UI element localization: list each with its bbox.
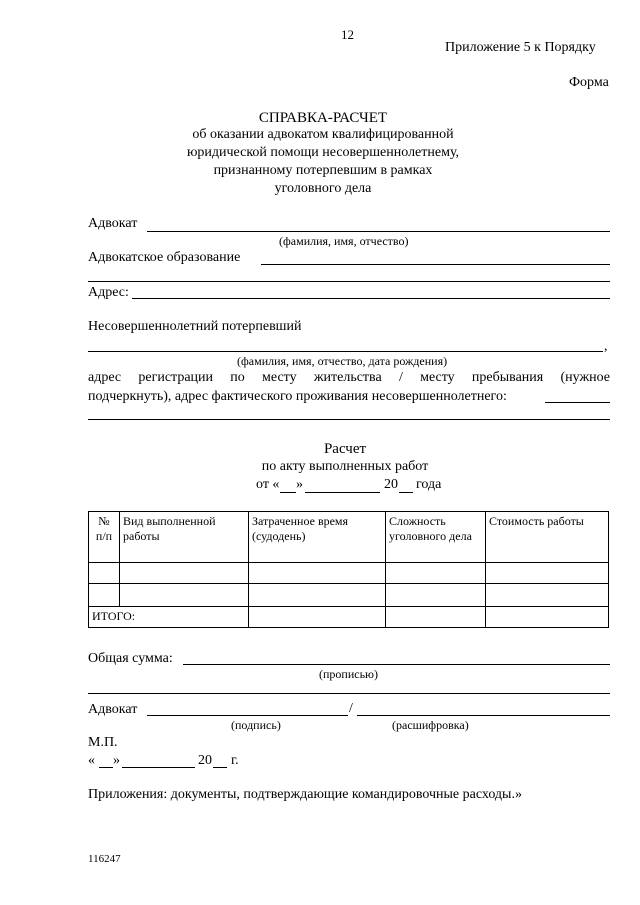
calc-subtitle: по акту выполненных работ [261,459,429,474]
signature-line [147,715,348,716]
calc-date-suffix: года [416,477,442,492]
total-label: ИТОГО: [89,607,249,628]
advokat-name-line [147,231,610,232]
address-label: Адрес: [88,285,129,300]
title-line-3: признанному потерпевшим в рамках [213,163,433,178]
fio-hint: (фамилия, имя, отчество) [279,234,409,248]
appendix-reference: Приложение 5 к Порядку [445,40,596,55]
table-cell [386,584,486,607]
education-line-2 [88,281,610,282]
header-time-spent: Затраченное время (судодень) [249,512,386,563]
title-line-1: об оказании адвокатом квалифицированной [192,127,454,142]
footer-date-year-line [213,767,227,768]
calc-title: Расчет [323,441,367,457]
minor-name-line [88,351,603,352]
table-cell [89,584,120,607]
table-row [89,563,609,584]
title-line-4: уголовного дела [274,181,372,196]
attachments-note: Приложения: документы, подтверждающие командировочные расходы.» [88,787,522,802]
registration-address-line [88,419,610,420]
table-cell [249,584,386,607]
footer-date-prefix: « [88,753,95,768]
in-words-hint: (прописью) [319,667,379,681]
registration-address-line-1: адрес регистрации по месту жительства / месту пребывания (нужное [88,370,610,385]
minor-hint: (фамилия, имя, отчество, дата рождения) [237,354,448,368]
education-label: Адвокатское образование [88,250,241,265]
decoding-hint: (расшифровка) [392,718,469,732]
address-line [132,298,610,299]
calculation-table [88,511,609,628]
signature-advokat-label: Адвокат [88,702,138,717]
signature-hint: (подпись) [231,718,281,732]
header-work-type: Вид выполненной работы [120,512,249,563]
table-cell [486,607,609,628]
table-cell [249,563,386,584]
advokat-label: Адвокат [88,216,138,231]
title-line-2: юридической помощи несовершеннолетнему, [186,145,460,160]
header-number: № п/п [89,512,120,563]
header-complexity: Сложность уголовного дела [386,512,486,563]
header-cost: Стоимость работы [486,512,609,563]
table-cell [120,584,249,607]
calc-date-year-line [399,492,413,493]
education-line [261,264,610,265]
minor-comma: , [604,339,608,354]
table-total-row [89,607,609,628]
registration-address-inline-line [545,402,610,403]
calc-date-month-line [305,492,380,493]
table-cell [486,584,609,607]
table-row [89,584,609,607]
total-sum-label: Общая сумма: [88,651,173,666]
document-title: СПРАВКА-РАСЧЕТ [258,110,388,126]
footer-date-mid: » [113,753,120,768]
table-cell [120,563,249,584]
total-sum-line [183,664,610,665]
signature-slash: / [349,701,353,716]
table-header-row [89,512,609,563]
footer-date-suffix: г. [231,753,239,768]
calc-date-year: 20 [384,477,398,492]
form-label: Форма [569,75,609,90]
table-cell [89,563,120,584]
table-cell [386,607,486,628]
footer-date-year: 20 [198,753,212,768]
minor-label: Несовершеннолетний потерпевший [88,319,302,334]
calc-date-prefix: от « [256,477,280,492]
footer-date-day-line [99,767,113,768]
table-cell [249,607,386,628]
footer-date-month-line [122,767,195,768]
registration-address-line-2: подчеркнуть), адрес фактического проживания несовершеннолетнего: [88,389,507,404]
total-sum-words-line [88,693,610,694]
table-cell [386,563,486,584]
calc-date-mid: » [296,477,303,492]
page-number: 12 [341,27,354,42]
table-cell [486,563,609,584]
decoding-line [357,715,610,716]
calc-date-day-line [280,492,296,493]
stamp-label: М.П. [88,735,118,750]
document-code: 116247 [88,853,121,865]
